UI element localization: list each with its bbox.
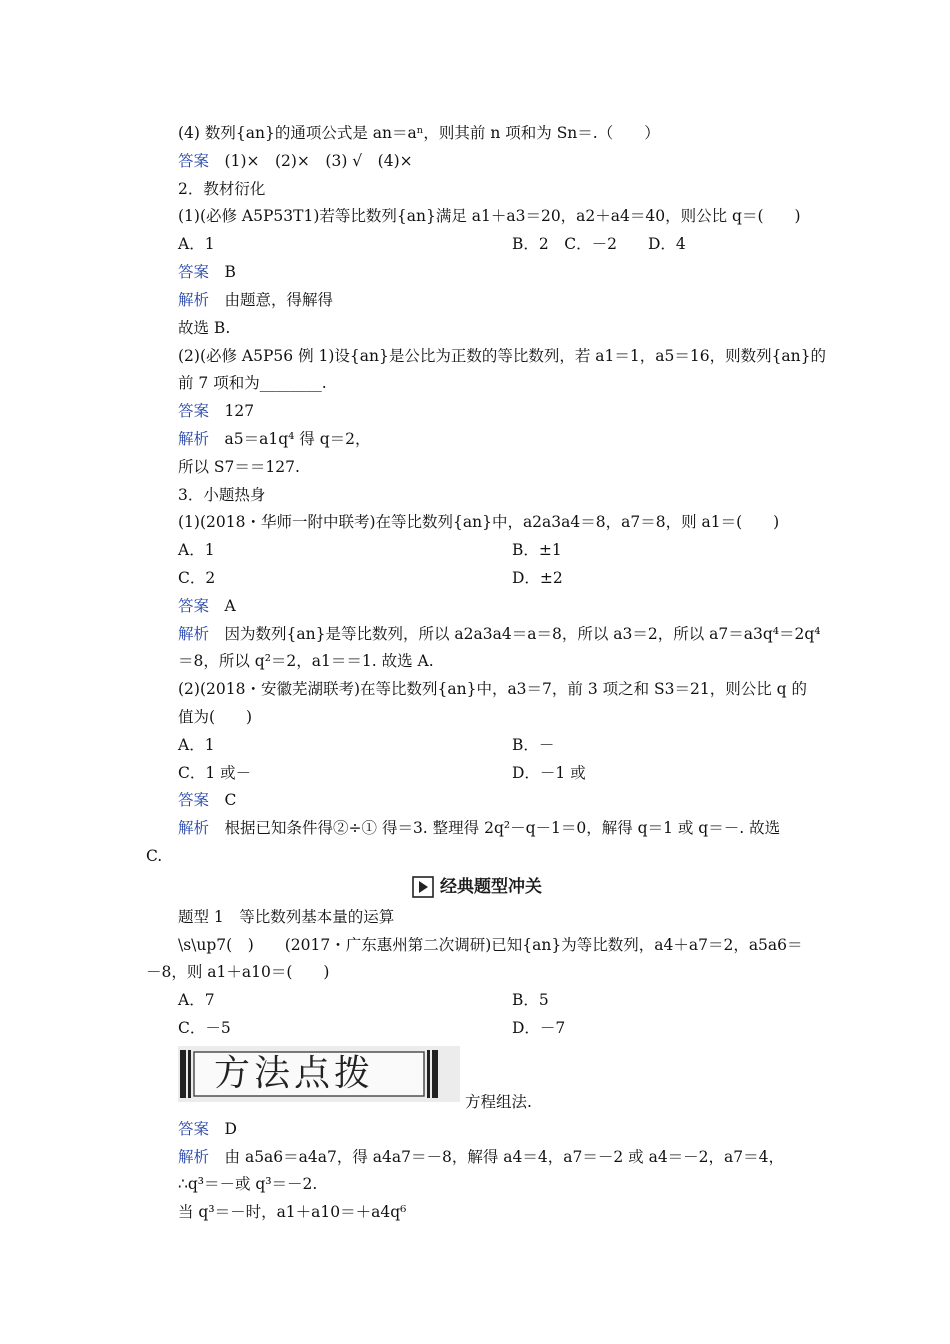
answer-text: B xyxy=(224,263,236,281)
question-text: (1)(必修 A5P53T1)若等比数列{an}满足 a1＋a3＝20，a2＋a4＝40，则公比 q＝( ) xyxy=(178,207,801,225)
answer-tag: 答案 xyxy=(178,263,210,281)
solution-text: 根据已知条件得②÷① 得＝3. 整理得 2q²－q－1＝0，解得 q＝1 或 q＝－. 故选 xyxy=(224,819,781,837)
solution-text: a5＝a1q⁴ 得 q＝2， xyxy=(224,430,371,448)
answer-line xyxy=(178,151,413,171)
method-tip-label: 方法点拨 xyxy=(214,1053,375,1094)
solution-tag: 解析 xyxy=(178,625,210,643)
option-a: A．1 xyxy=(178,541,215,559)
answer-text: C xyxy=(224,791,237,809)
question-text: (2)(2018・安徽芜湖联考)在等比数列{an}中，a3＝7，前 3 项之和 S3＝21，则公比 q 的 xyxy=(178,680,808,698)
solution-line xyxy=(178,429,371,449)
solution-text: 所以 S7＝＝127. xyxy=(178,458,300,476)
solution-line xyxy=(178,1147,784,1167)
answer-tag: 答案 xyxy=(178,791,210,809)
method-tip-text: 方程组法. xyxy=(465,1093,532,1111)
solution-text: 故选 B. xyxy=(178,319,231,337)
options-bcd: B．2 C．－2 D．4 xyxy=(512,235,686,253)
question-text: 前 7 项和为________. xyxy=(178,374,327,392)
option-a: A．1 xyxy=(178,736,215,754)
question-4: (4) 数列{an}的通项公式是 an＝aⁿ，则其前 n 项和为 Sn＝.（ ） xyxy=(178,124,660,142)
option-b: B．5 xyxy=(512,991,549,1009)
answer-text: 127 xyxy=(224,402,255,420)
answer-line xyxy=(178,1119,237,1139)
option-b: B．±1 xyxy=(512,541,562,559)
section-banner xyxy=(412,876,574,898)
solution-tag: 解析 xyxy=(178,430,210,448)
question-text: (1)(2018・华师一附中联考)在等比数列{an}中，a2a3a4＝8，a7＝8，则 a1＝( ) xyxy=(178,513,780,531)
answer-line xyxy=(178,596,236,616)
option-d: D．±2 xyxy=(512,569,563,587)
option-c: C．2 xyxy=(178,569,216,587)
option-a: A．7 xyxy=(178,991,215,1009)
method-tip-box xyxy=(178,1046,460,1102)
solution-text: ＝8，所以 q²＝2，a1＝＝1. 故选 A. xyxy=(178,652,434,670)
section-heading: 2．教材衍化 xyxy=(178,180,266,198)
solution-text: 由 a5a6＝a4a7，得 a4a7＝－8，解得 a4＝4，a7＝－2 或 a4＝－2，a7＝4， xyxy=(224,1148,785,1166)
question-text: (2)(必修 A5P56 例 1)设{an}是公比为正数的等比数列，若 a1＝1，a5＝16，则数列{an}的 xyxy=(178,347,827,365)
answer-tag: 答案 xyxy=(178,1120,210,1138)
answer-line xyxy=(178,262,236,282)
solution-text: ∴q³＝－或 q³＝－2. xyxy=(178,1175,318,1193)
topic-heading: 题型 1 等比数列基本量的运算 xyxy=(178,908,395,926)
option-d: D．－1 或 xyxy=(512,764,586,782)
solution-line xyxy=(178,818,780,838)
question-text: 值为( ) xyxy=(178,708,253,726)
answer-text: D xyxy=(224,1120,237,1138)
answer-line xyxy=(178,790,236,810)
option-c: C．1 或－ xyxy=(178,764,252,782)
banner-title: 经典题型冲关 xyxy=(440,877,542,897)
answer-tag: 答案 xyxy=(178,152,210,170)
section-heading: 3．小题热身 xyxy=(178,486,266,504)
question-text: －8，则 a1＋a10＝( ) xyxy=(146,963,330,981)
question-text: \s\up7( ) (2017・广东惠州第二次调研)已知{an}为等比数列，a4＋a7＝2，a5a6＝ xyxy=(178,936,803,954)
solution-text: 由题意，得解得 xyxy=(224,291,334,309)
answer-tag: 答案 xyxy=(178,402,210,420)
answer-text: (1)× (2)× (3) √ (4)× xyxy=(224,152,413,170)
option-a: A．1 xyxy=(178,235,215,253)
answer-line xyxy=(178,401,254,421)
solution-tag: 解析 xyxy=(178,819,210,837)
solution-line xyxy=(178,624,820,644)
option-d: D．－7 xyxy=(512,1019,566,1037)
option-b: B．－ xyxy=(512,736,555,754)
solution-line xyxy=(178,290,333,310)
solution-tag: 解析 xyxy=(178,1148,210,1166)
solution-text: 当 q³＝－时，a1＋a10＝＋a4q⁶ xyxy=(178,1203,407,1221)
solution-tag: 解析 xyxy=(178,291,210,309)
answer-text: A xyxy=(224,597,236,615)
solution-text: C. xyxy=(146,847,163,865)
option-c: C．－5 xyxy=(178,1019,231,1037)
answer-tag: 答案 xyxy=(178,597,210,615)
solution-text: 因为数列{an}是等比数列，所以 a2a3a4＝a＝8，所以 a3＝2，所以 a7＝a3q⁴＝2q⁴ xyxy=(224,625,821,643)
